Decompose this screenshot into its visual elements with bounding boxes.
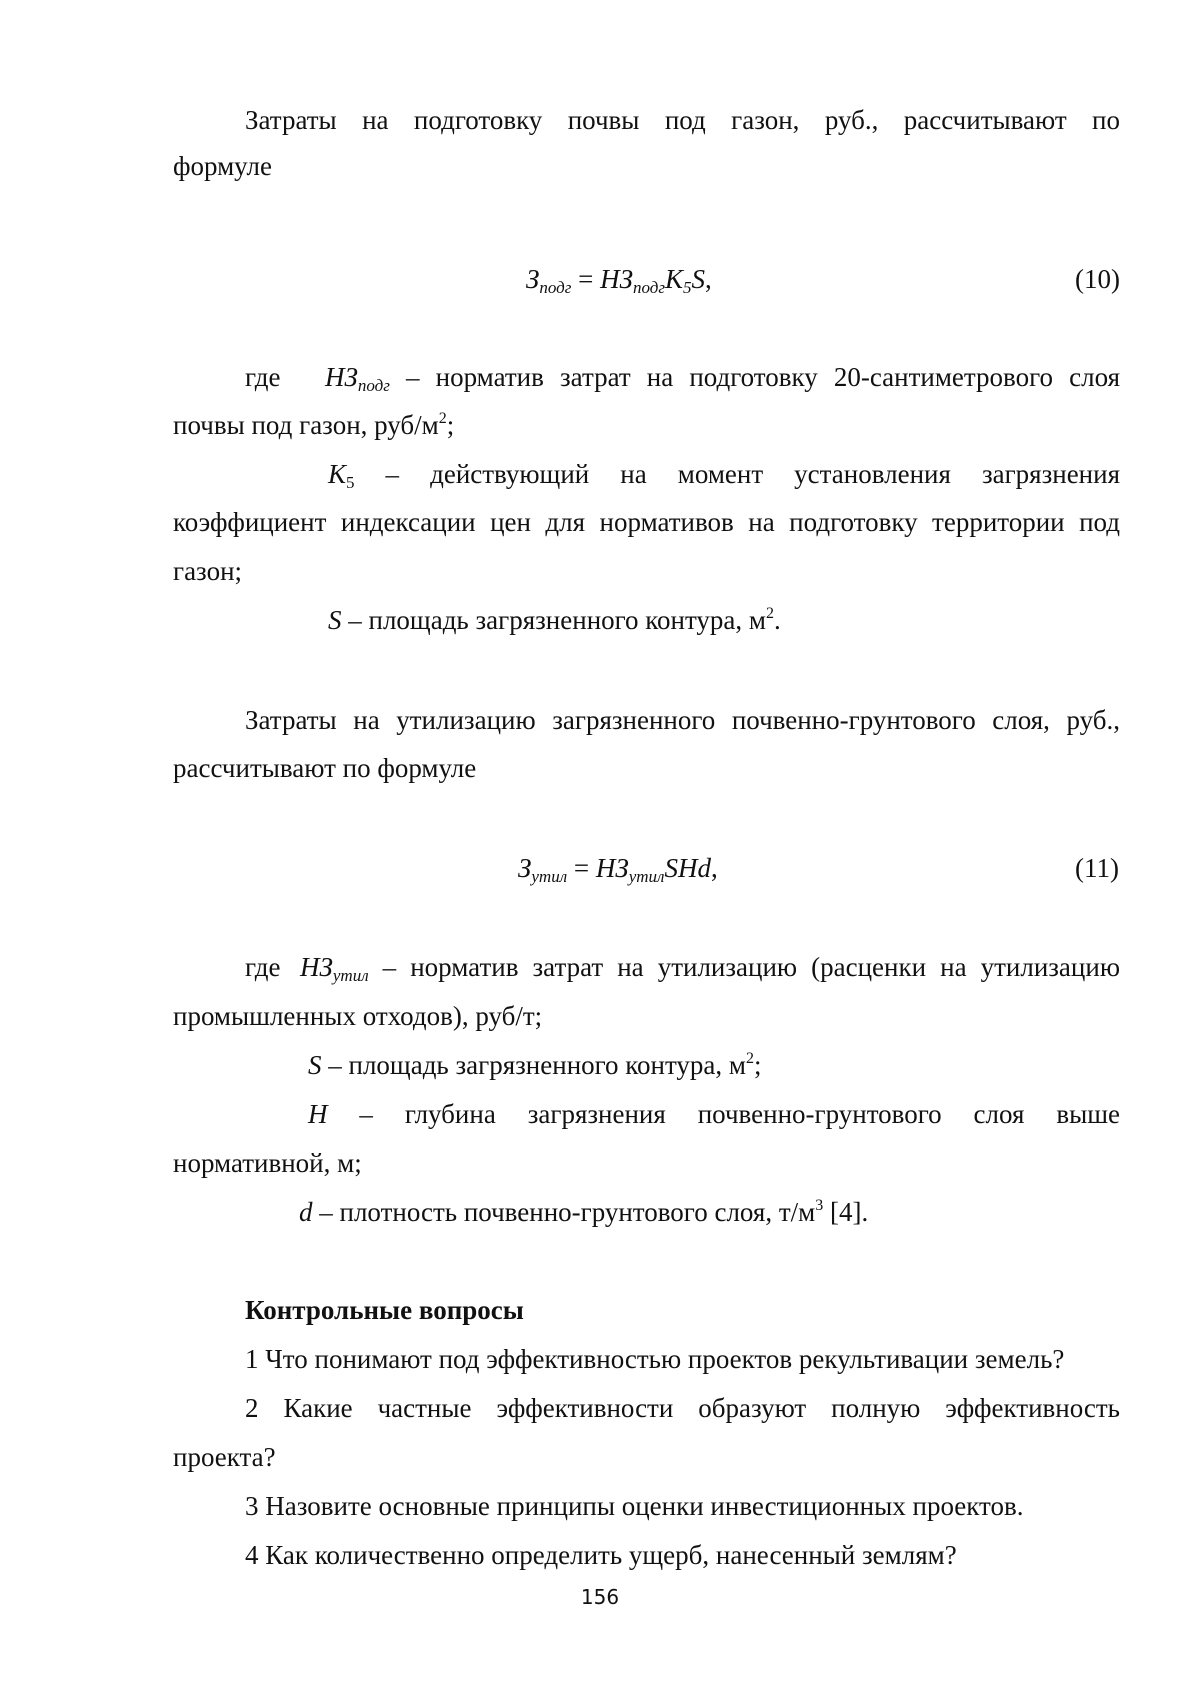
question-3: 3 Назовите основные принципы оценки инвестиционных проектов. [245, 1491, 1024, 1521]
formula-10: $З_{подг} = НЗ_{подг}K_5S$, [526, 264, 712, 297]
legend10-nz-line1: $НЗ_{подг}$ – норматив затрат на подготовку 20-сантиметрового слоя [325, 362, 1120, 395]
question-2-line1: 2 Какие частные эффективности образуют полную эффективность [245, 1393, 1120, 1423]
formula-11: $З_{утил} = НЗ_{утил}SHd$, [518, 853, 718, 886]
legend10-nz-line2: почвы под газон, руб/$м^2$; [173, 410, 455, 440]
paragraph2-line2: рассчитывают по формуле [173, 753, 477, 783]
paragraph2-line1: Затраты на утилизацию загрязненного почвенно-грунтового слоя, руб., [245, 705, 1120, 735]
legend10-k5-line2: коэффициент индексации цен для нормативов на подготовку территории под [173, 507, 1120, 537]
questions-heading: Контрольные вопросы [245, 1295, 524, 1325]
question-1: 1 Что понимают под эффективностью проектов рекультивации земель? [245, 1344, 1065, 1374]
paragraph1-line1: Затраты на подготовку почвы под газон, руб., рассчитывают по [245, 105, 1120, 135]
legend11-d: d – плотность почвенно-грунтового слоя, $т/м^3$ [4]. [299, 1197, 869, 1227]
legend11-where: где [245, 952, 281, 982]
legend10-where: где [245, 362, 281, 392]
legend10-k5-line3: газон; [173, 556, 243, 586]
legend11-nz-line1: $НЗ_{утил}$ – норматив затрат на утилизацию (расценки на утилизацию [300, 952, 1120, 985]
legend11-nz-line2: промышленных отходов), руб/т; [173, 1001, 543, 1031]
equation-number-10: (10) [1075, 264, 1120, 294]
legend11-h-line1: H – глубина загрязнения почвенно-грунтового слоя выше [308, 1099, 1120, 1129]
legend10-s: S – площадь загрязненного контура, $м^2$. [328, 605, 781, 635]
question-4: 4 Как количественно определить ущерб, нанесенный землям? [245, 1540, 957, 1570]
equation-number-11: (11) [1075, 853, 1119, 883]
page-number: 156 [580, 1585, 620, 1609]
legend10-k5-line1: $K_5$ – действующий на момент установления загрязнения [328, 459, 1120, 492]
question-2-line2: проекта? [173, 1442, 276, 1472]
paragraph1-line2: формуле [173, 151, 272, 181]
legend11-h-line2: нормативной, м; [173, 1148, 362, 1178]
legend11-s: S – площадь загрязненного контура, $м^2$; [308, 1050, 762, 1080]
